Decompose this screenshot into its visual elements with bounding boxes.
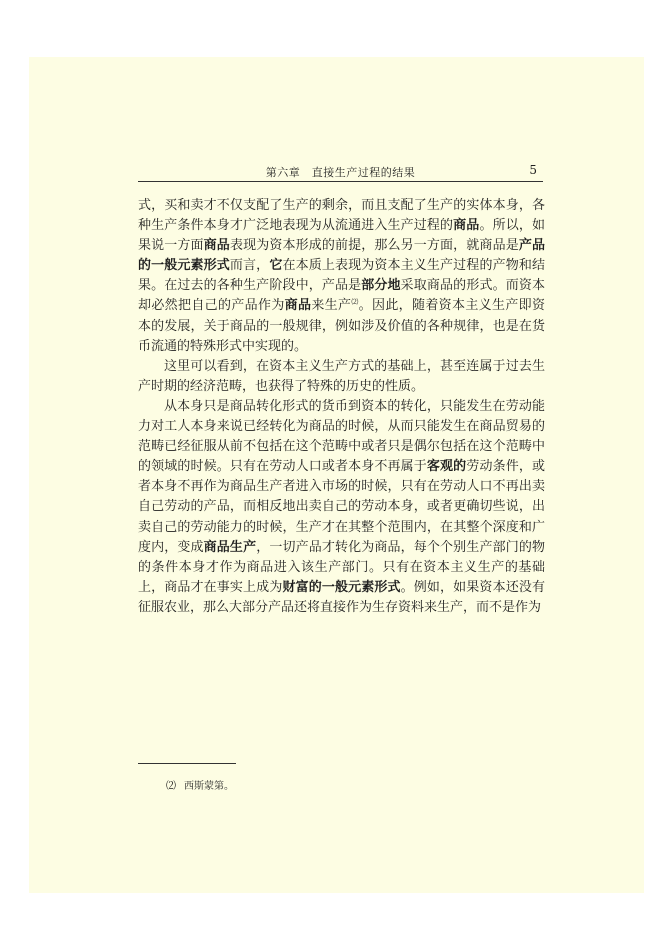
text-run: 式，买和卖才不仅支配了生产的剩余，而且支配了生产的实体本身，各种生产条件本身才广泛地表现为从流通进入生产过程的 <box>138 198 545 234</box>
running-header <box>138 161 543 182</box>
body-text <box>138 196 545 618</box>
emphasized-text: 财富的一般元素形式 <box>282 579 401 595</box>
paragraph <box>138 397 545 618</box>
emphasized-text: 商品 <box>453 218 480 234</box>
text-run: 。所以，如果说一方面 <box>138 218 545 254</box>
text-run: 这里可以看到，在资本主义生产方式的基础上，甚至连属于过去生产时期的经济范畴，也获得了特殊的历史的性质。 <box>138 358 545 394</box>
emphasized-text: 部分地 <box>361 278 401 294</box>
text-run: 来生产 <box>311 298 352 314</box>
footnote <box>166 777 234 792</box>
emphasized-text: 商品 <box>284 298 312 314</box>
text-run: 表现为资本形成的前提，那么另一方面，就商品是 <box>229 238 519 254</box>
footnote-text: 西斯蒙第。 <box>184 781 234 792</box>
paragraph <box>138 196 545 357</box>
emphasized-text: 产品的一般元素形式 <box>138 238 545 274</box>
text-run: 从本身只是商品转化形式的货币到资本的转化，只能发生在劳动能力对工人本身来说已经转化为商品的时候，从而只能发生在商品贸易的范畴已经征服从前不包括在这个范畴中或者只是偶尔包括在这个范畴中的领域的时候。只有在劳动人口或者本身不再属于 <box>138 398 545 475</box>
footnote-reference: ⑵ <box>351 298 359 307</box>
paragraph <box>138 357 545 397</box>
footnote-separator <box>138 763 236 764</box>
text-run: ，一切产品才转化为商品，每个个别生产部门的物的条件本身才作为商品进入该生产部门。只有在资本主义生产的基础上，商品才在事实上成为 <box>138 539 545 595</box>
text-run: 采取商品的形式。而资本却必然把自己的产品作为 <box>138 278 545 314</box>
text-run: 。因此，随着资本主义生产即资本的发展，关于商品的一般规律，例如涉及价值的各种规律，也是在货币流通的特殊形式中实现的。 <box>138 298 545 354</box>
text-run: 。例如，如果资本还没有征服农业，那么大部分产品还将直接作为生存资料来生产，而不是作为 <box>138 579 545 615</box>
footnote-number: ⑵ <box>166 781 176 792</box>
emphasized-text: 它 <box>269 258 283 274</box>
emphasized-text: 商品 <box>203 238 230 254</box>
text-run: 在本质上表现为资本主义生产过程的产物和结果。在过去的各种生产阶段中，产品是 <box>138 258 545 294</box>
text-run: 劳动条件，或者本身不再作为商品生产者进入市场的时候，只有在劳动人口不再出卖自己劳动的产品，而相反地出卖自己的劳动本身，或者更确切些说，出卖自己的劳动能力的时候，生产才在其整个范围内，在其整个深度和广度内，变成 <box>138 459 545 555</box>
emphasized-text: 商品生产 <box>203 539 257 555</box>
text-run: 而言， <box>229 258 270 274</box>
page-number: 5 <box>529 163 537 177</box>
chapter-title: 第六章 直接生产过程的结果 <box>265 166 416 179</box>
emphasized-text: 客观的 <box>426 459 467 475</box>
